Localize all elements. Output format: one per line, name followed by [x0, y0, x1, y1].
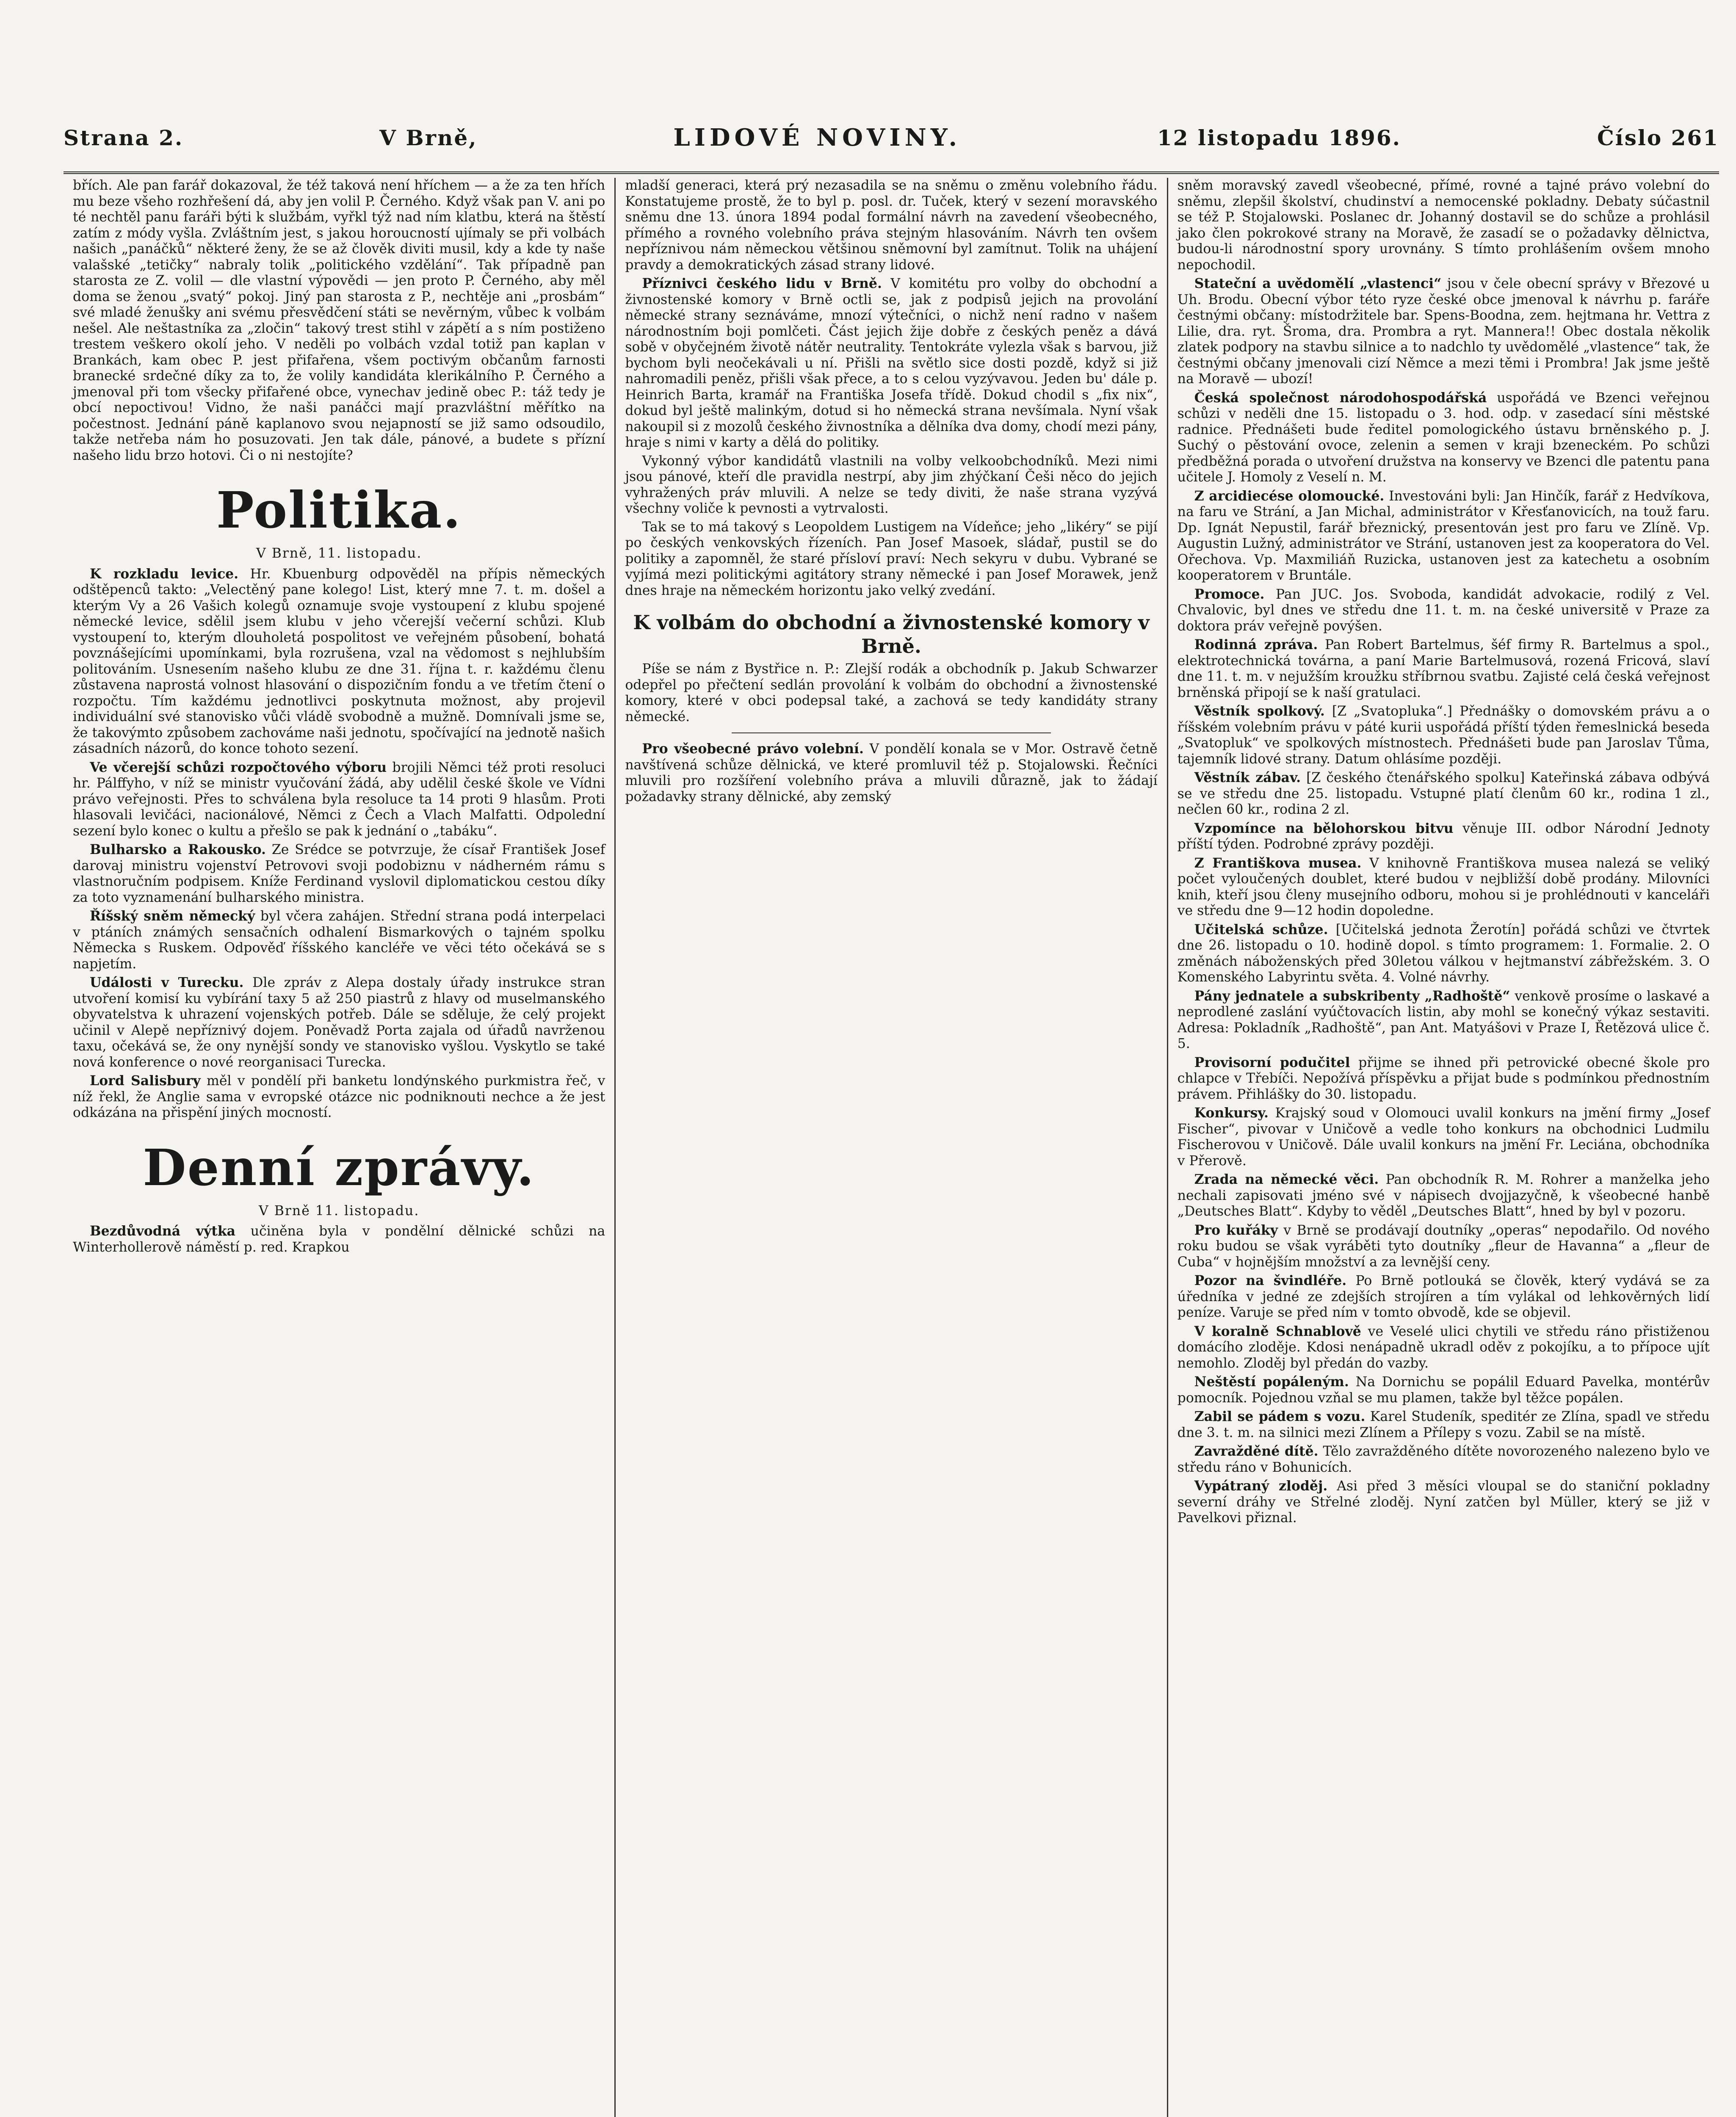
- place: V Brně,: [379, 125, 478, 150]
- article-heading: Ve včerejší schůzi rozpočtového výboru: [90, 759, 387, 775]
- page-header: [64, 106, 1719, 169]
- article-body: V pondělí konala se v Mor. Ostravě četně navštívená schůze dělnická, ve které promluvil též p. Stojalowski. Řečníci mluvili pro rozšíření volebního práva a mluvili důrazně, jak to žádají požadavky strany dělnické, aby zemský: [625, 741, 1158, 804]
- article-body: učiněna byla v pondělní dělnické schůzi na Winterhollerově náměstí p. red. Krapkou: [73, 1224, 605, 1255]
- article-body: Karel Studeník, speditér ze Zlína, spadl ve středu dne 3. t. m. na silnici mezi Zlínem a Přílepy s vozu. Zabil se na místě.: [1177, 1409, 1710, 1440]
- article-body: ve Veselé ulici chytili ve středu ráno přistiženou domácího zloděje. Kdosi nenápadně ukradl oděv z pokojíku, a to přípoce ujít nemohlo. Zloděj byl předán do vazby.: [1177, 1324, 1710, 1371]
- article-body: brojili Němci též proti resoluci hr. Pálffyho, v níž se ministr vyučování žádá, aby udělil české škole ve Vídni právo veřejnosti. Přes to schválena byla resoluce ta 14 proti 9 hlasům. Proti hlasovali levičáci, nacionálové, Němci z Čech a Vlach Malfatti. Odpolední sezení bylo konec o kultu a přešlo se pak k jednání o „tabáku“.: [73, 760, 605, 839]
- article-vypatrany: [1178, 1478, 1710, 1526]
- article-heading: Říšský sněm německý: [90, 908, 255, 924]
- article-heading: Pro kuřáky: [1194, 1222, 1278, 1238]
- article-body: Asi před 3 měsíci vloupal se do staniční pokladny severní dráhy ve Střelné zloděj. Nyní zatčen byl Müller, který se již v Pavelkovi přiznal.: [1177, 1479, 1710, 1526]
- article-heading: Pro všeobecné právo volební.: [642, 741, 864, 757]
- page-number: Strana 2.: [64, 125, 184, 150]
- article-levice: [73, 566, 605, 757]
- article-vybor: [73, 760, 605, 840]
- article-body: Po Brně potlouká se člověk, který vydává se za úředníka v jedné ze zdejších strojíren a tím vylákal od lehkověrných lidí peníze. Varuje se před ním v tomto obvodě, kde se objevil.: [1177, 1273, 1710, 1320]
- article-heading: Bezdůvodná výtka: [90, 1223, 236, 1239]
- article-heading: Vypátraný zloděj.: [1194, 1478, 1328, 1494]
- article-heading: Pány jednatele a subskribenty „Radhoště“: [1194, 988, 1510, 1004]
- article-body: Pan obchodník R. M. Rohrer a manželka jeho nechali zapisovati jméno své v nápisech dvojjazyčně, k všeobecné hanbě „Deutsches Blatt“. Kdyby to věděl „Deutsches Blatt“, hned by byl v pozoru.: [1177, 1172, 1710, 1219]
- article-body: [Z „Svatopluka“.] Přednášky o domovském právu a o říšském volebním právu v páté kurii uspořádá příští týden řemeslnická beseda „Svatopluk“ ve spolkových místnostech. Přednášeti bude pan Jaroslav Tůma, tajemník lidové strany. Datum ohlásíme později.: [1177, 704, 1710, 767]
- article-body: V knihovně Františkova musea nalezá se veliký počet vyloučených doublet, které budou v nejbližší době prodány. Milovníci knih, kteří jsou členy musejního odboru, mohou si je prohlédnouti v kanceláři ve středu dne 9—12 hodin dopoledne.: [1177, 855, 1710, 918]
- article-heading: Vzpomínce na bělohorskou bitvu: [1194, 820, 1454, 836]
- article-body: venkově prosíme o laskavé a neprodlené zaslání vyúčtovacích listin, aby mohl se konečný výkaz sestaviti. Adresa: Pokladník „Radhoště“, pan Ant. Matyášovi v Praze I, Řetězová ulice č. 5.: [1177, 988, 1710, 1051]
- article-promoce: [1178, 586, 1710, 635]
- article-zavrazdene: [1178, 1443, 1710, 1476]
- article-body: Dle zpráv z Alepa dostaly úřady instrukce stran utvoření komisí ku vybírání taxy 5 až 250 piastrů z hlavy od muselmanského obyvatelstva k uhrazení vojenských potřeb. Dále se sděluje, že celý projekt učinil v Alepě nepříznivý dojem. Poněvadž Porta zajala od úřadů navrženou taxu, očekává se, že ony nynější sondy ve stanovisko vyšlou. Vyskytlo se také nová konference o nové reorganisaci Turecka.: [73, 975, 605, 1070]
- article-heading: Česká společnost národohospodářská: [1194, 390, 1487, 406]
- article-heading: Učitelská schůze.: [1194, 921, 1328, 937]
- article-jednatele: [1178, 988, 1710, 1052]
- article-body: [Z českého čtenářského spolku] Kateřinská zábava odbývá se ve středu dne 25. listopadu. Vstupné platí členům 60 kr., rodina 1 zl., nečlen 60 kr., rodina 2 zl.: [1177, 770, 1710, 817]
- article-body: věnuje III. odbor Národní Jednoty příští týden. Podrobné zprávy později.: [1177, 821, 1710, 852]
- article-heading: Rodinná zpráva.: [1194, 637, 1318, 652]
- article-body: měl v pondělí při banketu londýnského purkmistra řeč, v níž řekl, že Anglie sama v evropské otázce nic podniknouti nechce a že jest odkázána na přispění jiných mocností.: [73, 1073, 605, 1120]
- article-paragraph: Tak se to má takový s Leopoldem Lustigem na Vídeňce; jeho „likéry“ se pijí po českých venkovských řízeních. Pan Josef Masoek, sládař, pustil se do politiky a zapomněl, že staré přísloví praví: Nech sekyru v dubu. Vybrané se vyjímá mezi politickými agitátory strany německé i pan Josef Morawek, jenž dnes hraje na německém horizontu jako velký zvedání.: [625, 519, 1158, 598]
- columns: [64, 178, 1719, 2117]
- article-zabil: [1178, 1409, 1710, 1441]
- article-heading: Promoce.: [1194, 586, 1265, 602]
- issue-date: 12 listopadu 1896.: [1157, 125, 1402, 150]
- article-vseob: [625, 741, 1157, 805]
- article-svindler: [1178, 1273, 1710, 1321]
- article-vzpominka: [1178, 821, 1710, 853]
- article-body: uspořádá ve Bzenci veřejnou schůzi v neděli dne 15. listopadu o 3. hod. odp. v zasedací síni městské radnice. Přednášeti bude ředitel pomologického ústavu brněnského p. J. Suchý o pěstování ovoce, zelenin a semen v kraji bzeneckém. Po schůzi předběžná porada o utvoření družstva na konservy ve Bzenci dle patentu pana učitele J. Homoly z Veselí n. M.: [1177, 390, 1710, 485]
- article-body: Investováni byli: Jan Hinčík, farář z Hedvíkova, na faru ve Strání, a Jan Michal, administrátor v Křesťanovicích, na touž faru. Dp. Ignát Nepustil, farář březnický, presentován jest pro faru ve Zlíně. Vp. Augustin Lužný, administrátor ve Strání, ustanoven jest za kooperatora do Vel. Ořechova. Vp. Maxmiliáň Ruzicka, ustanoven jest za katechetu a osobním kooperatorem v Bruntále.: [1177, 488, 1710, 583]
- article-zarcidiecese: [1178, 488, 1710, 584]
- dateline: V Brně, 11. listopadu.: [256, 546, 422, 561]
- article-konkurs: [1178, 1105, 1710, 1169]
- article-continuation: mladší generaci, která prý nezasadila se na sněmu o změnu volebního řádu. Konstatujeme prostě, že to byl p. posl. dr. Tuček, který v sezení moravského sněmu dne 13. února 1894 podal formální návrh na zavedení všeobecného, přímého a rovného volebního práva stejným hlasováním. Návrh ten ovšem nepříznivou nám německou většinou sněmovní byl zamítnut. Tolik na uhájení pravdy a demokratických zásad strany lidové.: [625, 178, 1158, 273]
- article-body: [Učitelská jednota Žerotín] pořádá schůzi ve čtvrtek dne 26. listopadu o 10. hodině dopol. s tímto programem: 1. Formalie. 2. O změnách náboženských před 30letou válkou v hejtmanství zábřežském. 3. O Komenského Labyrintu světa. 4. Volné návrhy.: [1177, 922, 1710, 985]
- article-rodinna: [1178, 637, 1710, 701]
- issue-number: Číslo 261: [1597, 125, 1719, 150]
- article-body: Hr. Kbuenburg odpověděl na přípis německých odštěpenců takto: „Velectěný pane kolego! List, který mne 7. t. m. došel a kterým Vy a 26 Vašich kolegů oznamuje svoje vystoupení z klubu spojené německé levice, sdělil jsem klubu v jeho včerejší večerní schůzi. Klub vystoupení to, kterým dlouholetá pospolitost ve veřejném působení, bohatá povznášejícími upomínkami, byla rozrušena, vzal na vědomost s nejhlubším politováním. Usnesením našeho klubu ze dne 31. října t. r. každému členu zůstavena naprostá volnost hlasování o dispozičním fondu a ve třetím čtení o rozpočtu. Tím každému jednotlivci poskytnuta možnost, aby projevil individuální své stanovisko vůči vládě svobodně a mužně. Domnívali jsme se, že takovýmto způsobem zachováme naši jednotu, spočívající na jednotě našich zásadních názorů, do konce tohoto sezení.: [73, 566, 605, 756]
- article-kralne: [1178, 1324, 1710, 1372]
- article-priznivci: [625, 276, 1157, 451]
- article-heading: Stateční a uvědomělí „vlastenci“: [1194, 276, 1442, 291]
- article-vestnik: [1178, 703, 1710, 767]
- article-body: Tělo zavražděného dítěte novorozeného nalezeno bylo ve středu ráno v Bohunicích.: [1177, 1444, 1710, 1475]
- article-salisbury: [73, 1073, 605, 1121]
- article-zrada: [1178, 1172, 1710, 1220]
- article-body: Krajský soud v Olomouci uvalil konkurs na jmění firmy „Josef Fischer“, pivovar v Uničově a vedle toho konkurs na obchodnici Ludmilu Fischerovou v Uničově. Dále uvalil konkurs na jmění Fr. Leciána, obchodníka v Přerově.: [1177, 1105, 1710, 1169]
- article-heading: Konkursy.: [1194, 1105, 1269, 1121]
- article-body: byl včera zahájen. Střední strana podá interpelaci v ptáních známých sensačních odhalení Bismarkových o tajném spolku Německa s Ruskem. Odpověď říšského kancléře ve věci této očekává se s napjetím.: [73, 909, 605, 972]
- article-heading: V koralně Schnablově: [1194, 1323, 1361, 1339]
- dateline: V Brně 11. listopadu.: [258, 1203, 420, 1219]
- article-heading: K rozkladu levice.: [90, 566, 239, 582]
- article-statecni: [1178, 276, 1710, 387]
- article-spolecnost: [1178, 390, 1710, 486]
- article-body: Ze Srédce se potvrzuje, že císař František Josef darovaj ministru vojenství Petrovovi svoji podobiznu v nádherném rámu s vlastnoručním podpisem. Kníže Ferdinand vyslovil diplomatickou cestou díky za toto vyznamenání bulharského ministra.: [73, 842, 605, 905]
- article-muzea: [1178, 855, 1710, 919]
- column-2: [614, 178, 1167, 2117]
- article-bezduvodna: [73, 1223, 605, 1255]
- article-ucitelska: [1178, 922, 1710, 986]
- article-body: přijme se ihned při petrovické obecné škole pro chlapce v Třebíči. Nepožívá příspěvku a přijat bude s podmínkou přednostním právem. Přihlášky do 30. listopadu.: [1177, 1055, 1710, 1102]
- article-body: Pan Robert Bartelmus, šéf firmy R. Bartelmus a spol., elektrotechnická továrna, a paní Marie Bartelmusová, rozená Fricová, slaví dne 11. t. m. v nejužším kroužku stříbrnou svatbu. Zajisté celá česká veřejnost brněnská připojí se k naší gratulaci.: [1177, 637, 1710, 700]
- column-3: [1167, 178, 1719, 2117]
- article-heading: Věstník spolkový.: [1194, 703, 1325, 719]
- article-heading: Pozor na švindléře.: [1194, 1273, 1347, 1288]
- article-heading: Zavražděné dítě.: [1194, 1443, 1319, 1459]
- article-heading: Z Františkova musea.: [1194, 855, 1362, 871]
- article-heading-volbam: K volbám do obchodní a živnostenské komory v Brně.: [633, 611, 1150, 658]
- article-body: V komitétu pro volby do obchodní a živnostenské komory v Brně octli se, jak z podpisů jejich na provolání německé strany seznáváme, mnozí výtečníci, o nichž není radno v našem národnostním boji pomlčeti. Část jejich žije dobře z českých peněz a dává sobě v obyčejném životě nátěr neutrality. Tentokráte vylezla však s barvou, již bychom byli neočekávali u ní. Přišli na světlo sice dosti pozdě, když si již nahromadili peněz, přišli však přece, a to s celou vyzývavou. Jeden bu' dále p. Heinrich Barta, kramář na Františka Josefa třídě. Dokud chodil s „fix nix“, dokud byl ještě malinkým, dotud si ho německá strana nevšímala. Nyní však nakoupil si z mozolů českého živnostníka a dělníka dva domy, chodí mezi pány, hraje s nimi v karty a dělá do politiky.: [625, 276, 1158, 450]
- article-body: v Brně se prodávají doutníky „operas“ nepodařilo. Od nového roku budou se však vyráběti tyto doutníky „fleur de Havanna“ a „fleur de Cuba“ v hojnějším množství a za levnější ceny.: [1177, 1222, 1710, 1270]
- divider: [732, 732, 1051, 733]
- article-heading: Události v Turecku.: [90, 975, 244, 990]
- article-continuation: břích. Ale pan farář dokazoval, že též taková není hříchem — a že za ten hřích mu beze všeho rozhřešení dá, aby jen volil P. Černého. Když však pan V. ani po té nechtěl panu faráři býti k službám, vyřkl týž nad ním klatbu, která na štěstí zatím z módy vyšla. Zvláštním jest, s jakou horoucností ujímaly se při volbách našich „panáčků“ některé ženy, že se až člověk diviti musil, kdy a kde ty naše valašské „tetičky“ nabraly tolik „politického vzdělání“. Tak případně pan starosta ze Z. volil — dle vlastní výpovědi — jen proto P. Černého, aby měl doma se ženou „svatý“ pokoj. Jiný pan starosta z P., nechtěje ani „prosbám“ své mladé ženušky ani svému přesvědčení státi se nevěrným, vůbec k volbám nešel. Ale neštastníka za „zločin“ takový trest stihl v zápětí a s ním postiženo trestem veškero okolí jeho. V neděli po volbách vzdal totiž pan kaplan v Brankách, kam obec P. jest přifařena, všem poctivým občanům farnosti branecké srdečné díky za to, že volily kandidáta klerikálního P. Černého a jmenoval při tom všecky přifařené obce, vynechav jedině obec P.: táž tedy je obcí nepoctivou! Vidno, že naši panáčci mají prazvláštní měřítko na počestnost. Jednání páně kaplanovo svou nejapností se již samo odsoudilo, takže netřeba nám ho posuzovati. Jen tak dále, pánové, a budete s přízní našeho lidu brzo hotovi. Či o ni nestojíte?: [73, 178, 605, 463]
- article-continuation: sněm moravský zavedl všeobecné, přímé, rovné a tajné právo volební do sněmu, zlepšil školství, chudinství a nemocenské pokladny. Debaty súčastnil se též P. Stojalowski. Poslanec dr. Johanný dostavil se do schůze a prohlásil jako člen pokrokové strany na Moravě, že zasadí se o požadavky dělnictva, budou-li národnostní spory urovnány. S tímto prohlášením ovšem mnoho nepochodil.: [1177, 178, 1710, 273]
- article-heading: Příznivci českého lidu v Brně.: [642, 276, 882, 291]
- article-heading: Zabil se pádem s vozu.: [1194, 1409, 1366, 1424]
- article-nestesti: [1178, 1374, 1710, 1406]
- section-heading-politika: Politika.: [216, 481, 462, 539]
- article-bulharsko: [73, 842, 605, 906]
- article-zabav: [1178, 770, 1710, 818]
- article-body: jsou v čele obecní správy v Březové u Uh. Brodu. Obecní výbor této ryze české obce jmenoval k návrhu p. faráře čestnými občany: místodržitele bar. Spens-Boodna, zem. hejtmana hr. Vettra z Lilie, dra. ryt. Šroma, dra. Prombra a ryt. Mannera!! Obec dostala několik zlatek podpory na stavbu silnice a to nadchlo ty uvědomělé „vlastence“ tak, že čestnými občany jmenovali cizí Němce a mezi těmi i Prombra! Jak jsme ještě na Moravě — ubozí!: [1177, 276, 1710, 387]
- article-heading: Neštěstí popáleným.: [1194, 1374, 1349, 1390]
- article-heading: Věstník zábav.: [1194, 770, 1301, 785]
- article-kuraky: [1178, 1222, 1710, 1271]
- article-heading: Zrada na německé věci.: [1194, 1172, 1379, 1187]
- article-turecko: [73, 975, 605, 1070]
- masthead-title: LIDOVÉ NOVINY.: [673, 124, 962, 152]
- article-heading: Lord Salisbury: [90, 1073, 201, 1089]
- header-rule: [64, 171, 1719, 174]
- article-paragraph: Píše se nám z Bystřice n. P.: Zlejší rodák a obchodník p. Jakub Schwarzer odepřel po přečtení sedlán provolání k volbám do obchodní a živnostenské komory, které v obci podepsal také, a zachová se tedy kandidáty strany německé.: [625, 661, 1158, 724]
- section-heading-denni: Denní zprávy.: [143, 1138, 536, 1197]
- article-body: Pan JUC. Jos. Svoboda, kandidát advokacie, rodilý z Vel. Chvalovic, byl dnes ve středu dne 11. t. m. na české universitě v Praze za doktora práv veřejně povýšen.: [1177, 586, 1710, 634]
- article-body: Na Dornichu se popálil Eduard Pavelka, montérův pomocník. Pojednou vzňal se mu plamen, takže byl těžce popálen.: [1177, 1374, 1710, 1406]
- column-1: [64, 178, 614, 2117]
- article-heading: Bulharsko a Rakousko.: [90, 842, 266, 857]
- article-pribuzny: [1178, 1055, 1710, 1103]
- article-paragraph: Vykonný výbor kandidátů vlastnili na volby velkoobchodníků. Mezi nimi jsou pánové, kteří dle pravidla nestrpí, aby jim zhýčkaní Češi něco do jejich vyhražených práv mluvili. A nelze se tedy diviti, že naše strana vyzývá všechny voliče k pevnosti a vytrvalosti.: [625, 453, 1158, 516]
- article-heading: Z arcidiecése olomoucké.: [1194, 488, 1385, 504]
- article-risky: [73, 908, 605, 972]
- article-heading: Provisorní podučitel: [1194, 1054, 1350, 1070]
